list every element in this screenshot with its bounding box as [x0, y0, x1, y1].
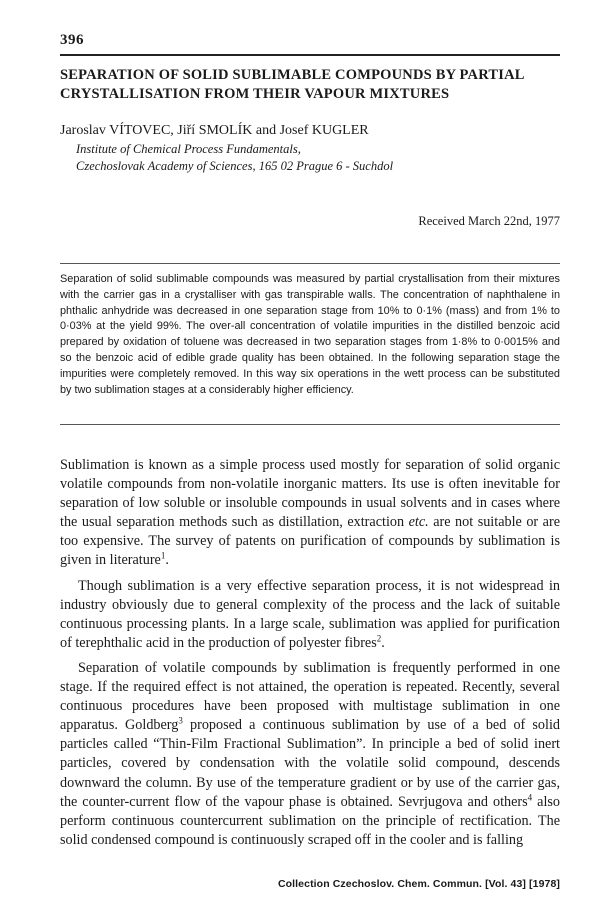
- reference-marker: 3: [178, 715, 183, 726]
- affiliation-line-1: Institute of Chemical Process Fundamentals,: [76, 142, 301, 156]
- page-number: 396: [60, 32, 84, 48]
- journal-citation: Collection Czechoslov. Chem. Commun. [Vol. 43] [1978]: [277, 878, 560, 890]
- reference-marker: 1: [160, 550, 166, 561]
- article-title: SEPARATION OF SOLID SUBLIMABLE COMPOUNDS BY PARTIAL CRYSTALLISATION FROM THEIR VAPOUR MIXTURES: [60, 67, 524, 102]
- authors: Jaroslav VÍTOVEC, Jiří SMOLÍK and Josef KUGLER: [60, 123, 369, 138]
- abstract-bottom-rule: [60, 424, 560, 425]
- body-paragraph-2: Though sublimation is a very effective separation process, it is not widespread in industry obviously due to general complexity of the process and the lack of suitable continuous processing plants. In a large scale, sublimation was applied for purification of terephthalic acid in the production of polyester fibres$^2$.: [60, 577, 560, 651]
- received-date: Received March 22nd, 1977: [418, 214, 560, 228]
- body-text: [60, 456, 560, 856]
- affiliation: [76, 141, 393, 175]
- abstract-top-rule: [60, 263, 560, 264]
- body-paragraph-3: Separation of volatile compounds by sublimation is frequently performed in one stage. If the required effect is not attained, the operation is repeated. Recently, several continuous procedures have been proposed with multistage sublimation in one apparatus. Goldberg$^3$ proposed a continuous sublimation by use of a bed of solid particles called “Thin-Film Fractional Sublimation”. In principle a bed of solid inert particles, covered by condensation with the volatile solid compound, descends downward the column. By use of the temperature gradient or by use of the carrier gas, the counter-current flow of the vapour phase is obtained. Sevrjugova and others$^4$ also perform continuous countercurrent sublimation on the principle of rectification. The solid condensed compound is continuously scraped off in the cooler and is falling: [60, 659, 560, 848]
- header-rule: [60, 54, 560, 56]
- affiliation-line-2: Czechoslovak Academy of Sciences, 165 02 Prague 6 - Suchdol: [76, 159, 394, 173]
- reference-marker: 4: [527, 791, 533, 802]
- abstract: Separation of solid sublimable compounds was measured by partial crystallisation from their mixtures with the carrier gas in a crystalliser with gas transpirable walls. The concentration of naphthalene in phthalic anhydride was decreased in one separation stage from 10% to 0·1% (mass) and from 1% to 0·03% at the yield 99%. The over-all concentration of volatile impurities in the distilled benzoic acid prepared by oxidation of toluene was decreased in two separation stages from 1·8% to 0·0015% and so the benzoic acid of edible grade quality has been obtained. In the following separation stage the impurities were completely removed. In this way six operations in the wett process can be substituted by two sublimation stages at a considerably higher efficiency.: [60, 273, 560, 396]
- body-paragraph-1: Sublimation is known as a simple process used mostly for separation of solid organic volatile compounds from non-volatile inorganic matters. Its use is often inevitable for separation of low soluble or insoluble compounds in usual solvents and in cases where the usual separation methods such as distillation, extraction etc. are not suitable or are too expensive. The survey of patents on purification of compounds by sublimation is given in literature$^1$.: [60, 457, 560, 569]
- reference-marker: 2: [376, 633, 382, 644]
